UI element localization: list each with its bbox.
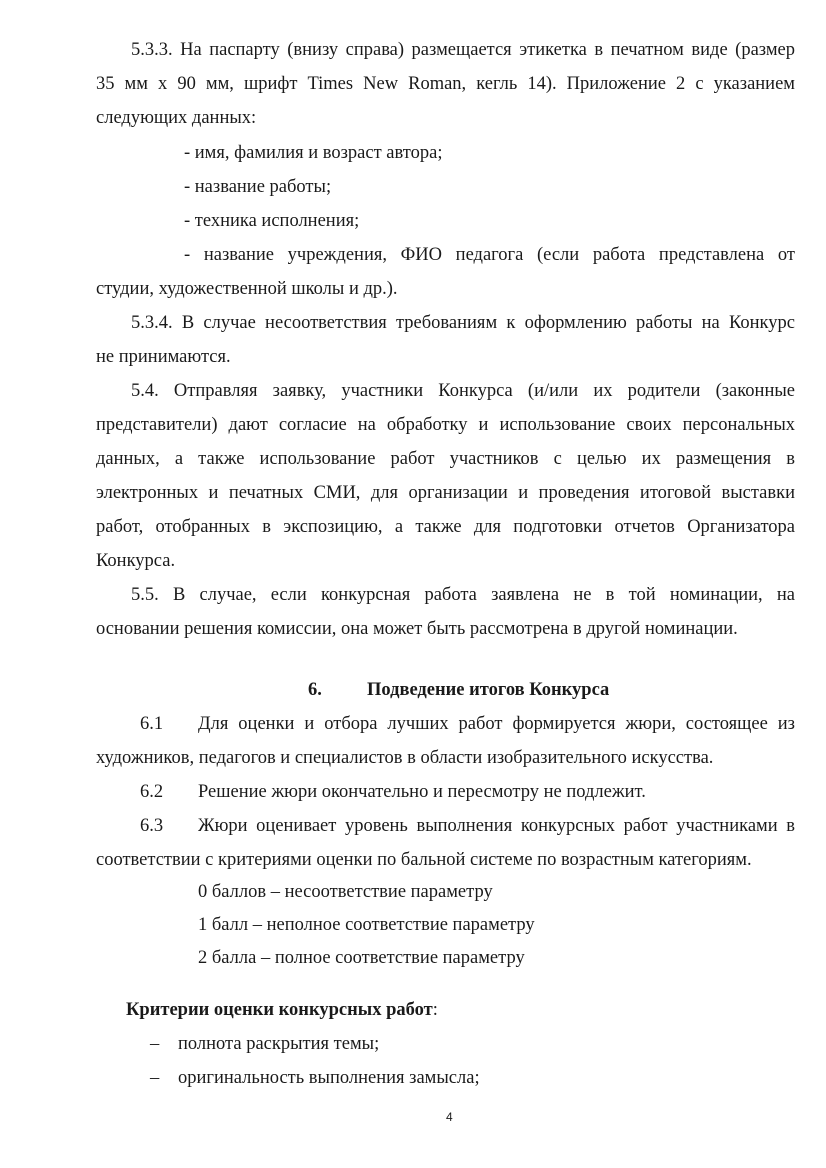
label-item-technique: - техника исполнения;: [184, 211, 360, 231]
paragraph-5-5-line-2: основании решения комиссии, она может быть рассмотрена в другой номинации.: [96, 619, 738, 639]
paragraph-6-1-line-2: художников, педагогов и специалистов в области изобразительного искусства.: [96, 748, 714, 768]
paragraph-6-1-number: 6.1: [140, 714, 164, 734]
criteria-heading: Критерии оценки конкурсных работ: [126, 1000, 433, 1020]
label-item-author: - имя, фамилия и возраст автора;: [184, 143, 443, 163]
paragraph-5-4-line-2: представители) дают согласие на обработку и использование своих персональных: [96, 415, 795, 435]
paragraph-6-2-number: 6.2: [140, 782, 164, 802]
label-item-institution-line-2: студии, художественной школы и др.).: [96, 279, 398, 299]
section-6-number: 6.: [308, 680, 322, 700]
score-1: 1 балл – неполное соответствие параметру: [198, 915, 535, 935]
paragraph-5-3-4-line-2: не принимаются.: [96, 347, 231, 367]
criteria-item-originality: оригинальность выполнения замысла;: [178, 1068, 480, 1088]
page-number: 4: [446, 1110, 453, 1124]
paragraph-5-4-line-5: работ, отобранных в экспозицию, а также для подготовки отчетов Организатора: [96, 517, 795, 537]
label-item-institution-line-1: - название учреждения, ФИО педагога (если работа представлена от: [184, 245, 795, 265]
criteria-heading-colon: :: [432, 1000, 438, 1020]
label-item-title: - название работы;: [184, 177, 332, 197]
criteria-heading-line: [126, 998, 438, 1022]
paragraph-5-3-3-line-3: следующих данных:: [96, 108, 257, 128]
paragraph-5-3-4-line-1: 5.3.4. В случае несоответствия требованиям к оформлению работы на Конкурс: [131, 313, 795, 333]
score-2: 2 балла – полное соответствие параметру: [198, 948, 525, 968]
paragraph-6-2-line-1: Решение жюри окончательно и пересмотру не подлежит.: [198, 782, 646, 802]
paragraph-5-4-line-4: электронных и печатных СМИ, для организации и проведения итоговой выставки: [96, 483, 795, 503]
criteria-item-dash: –: [150, 1034, 160, 1054]
section-6-title: Подведение итогов Конкурса: [367, 680, 610, 700]
paragraph-6-3-line-2: соответствии с критериями оценки по бальной системе по возрастным категориям.: [96, 850, 752, 870]
paragraph-5-3-3-line-1: 5.3.3. На паспарту (внизу справа) размещается этикетка в печатном виде (размер: [131, 40, 795, 60]
criteria-item-theme: полнота раскрытия темы;: [178, 1034, 380, 1054]
paragraph-5-4-line-3: данных, а также использование работ участников с целью их размещения в: [96, 449, 795, 469]
paragraph-5-4-line-6: Конкурса.: [96, 551, 176, 571]
paragraph-5-3-3-line-2: 35 мм х 90 мм, шрифт Times New Roman, кегль 14). Приложение 2 с указанием: [96, 74, 795, 94]
paragraph-5-4-line-1: 5.4. Отправляя заявку, участники Конкурса (и/или их родители (законные: [131, 381, 795, 401]
paragraph-6-3-number: 6.3: [140, 816, 164, 836]
criteria-item-dash: –: [150, 1068, 160, 1088]
paragraph-6-3-line-1: Жюри оценивает уровень выполнения конкурсных работ участниками в: [198, 816, 795, 836]
score-0: 0 баллов – несоответствие параметру: [198, 882, 493, 902]
paragraph-5-5-line-1: 5.5. В случае, если конкурсная работа заявлена не в той номинации, на: [131, 585, 795, 605]
paragraph-6-1-line-1: Для оценки и отбора лучших работ формируется жюри, состоящее из: [198, 714, 795, 734]
